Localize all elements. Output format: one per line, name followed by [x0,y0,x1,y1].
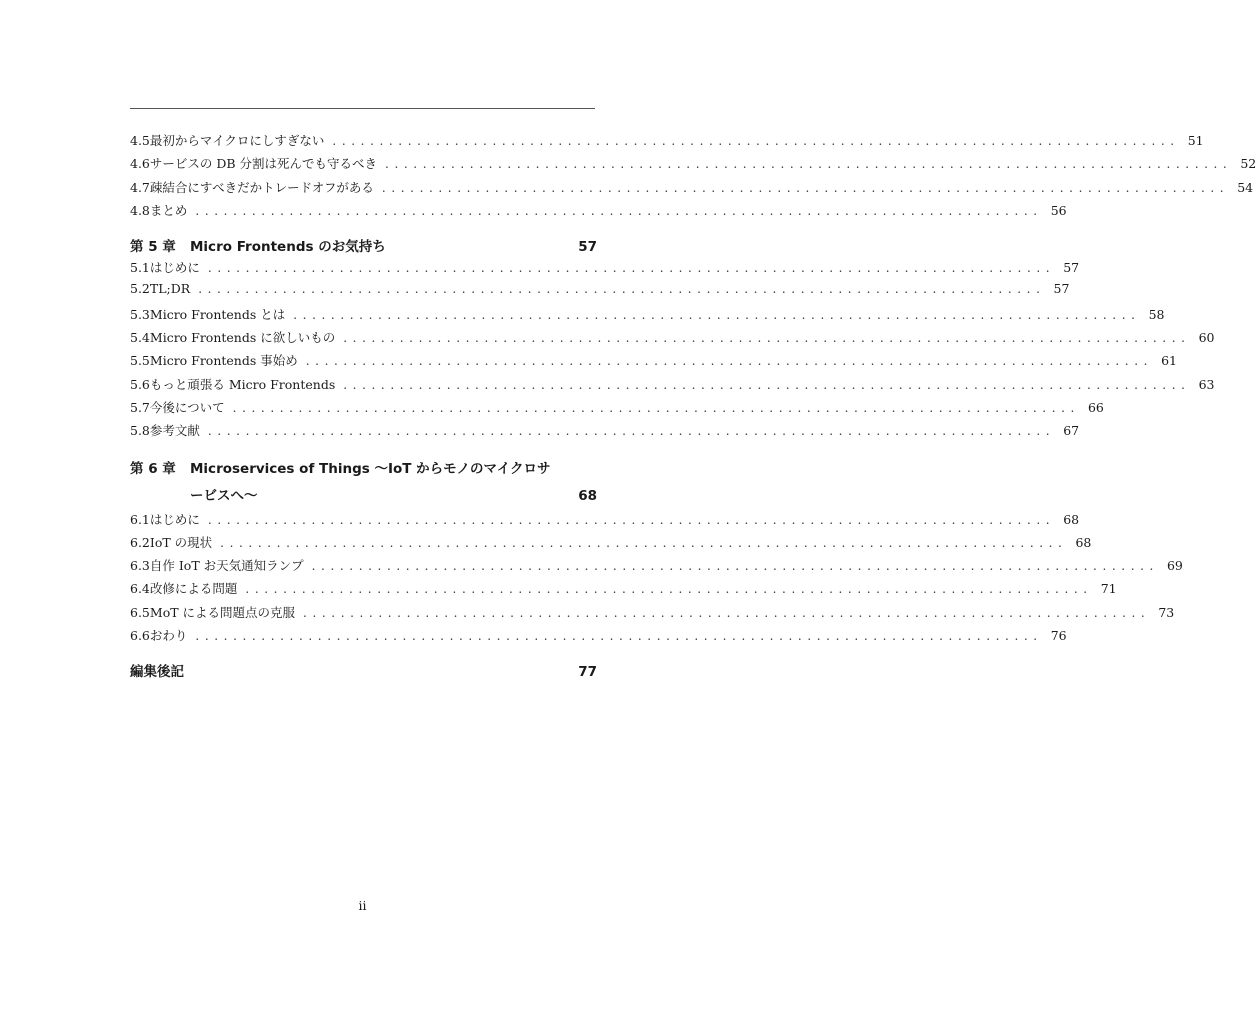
toc-entry[interactable] [130,626,1067,649]
toc-entry[interactable] [130,201,1067,224]
page-number: 73 [1158,604,1175,620]
page-number: 67 [1063,423,1080,439]
page-number: 68 [1063,511,1080,527]
section-title: TL;DR [149,281,191,297]
page-number: 61 [1161,353,1177,369]
page-number: 69 [1166,558,1183,574]
dot-leader: .......................................................................................... [293,307,1141,322]
toc-entry[interactable] [130,510,1080,533]
dot-leader: .......................................................................................... [245,582,1093,597]
section-title: 今後について [149,399,225,415]
section-title: おわり [149,628,188,644]
dot-leader: .......................................................................................... [207,424,1056,439]
toc-entry[interactable] [130,533,1092,556]
dot-leader: .......................................................................................... [232,400,1080,415]
section-title: 参考文献 [149,423,200,439]
section-title: 疎結合にすべきだかトレードオフがある [149,179,374,195]
section-number: 5.1 [130,260,150,276]
section-number: 5.7 [130,399,150,415]
section-number: 6.4 [130,581,150,597]
section-number: 4.8 [130,202,150,218]
section-number: 5.6 [130,376,150,392]
chapter-entry-6[interactable] [130,456,597,510]
section-title: Micro Frontends とは [149,306,286,322]
page-number: 57 [1053,281,1070,297]
dot-leader: .......................................................................................... [303,605,1151,620]
chapter-page: 57 [578,239,597,256]
page-number: 71 [1100,581,1117,597]
section-number: 5.5 [130,353,150,369]
dot-leader: .......................................................................................... [198,282,1046,297]
section-title: 改修による問題 [149,581,238,597]
chapter-title: Microservices of Things 〜IoT からモノのマイクロサービスへ〜 [190,460,551,504]
section-title: もっと頑張る Micro Frontends [149,376,336,392]
page-number: 57 [1063,260,1080,276]
section-number: 6.1 [130,511,150,527]
afterword-page: 77 [578,664,597,681]
section-number: 6.5 [130,604,150,620]
page-number: 66 [1087,399,1104,415]
section-number: 4.7 [130,179,150,195]
section-title: Micro Frontends 事始め [149,353,298,369]
toc-entry[interactable] [130,281,1070,304]
toc-entry[interactable] [130,421,1080,444]
section-title: まとめ [149,202,188,218]
page-number: 58 [1148,306,1165,322]
page-number: 56 [1050,202,1067,218]
dot-leader: .......................................................................................... [381,180,1230,195]
afterword-entry[interactable] [130,660,597,683]
dot-leader: .......................................................................................... [332,134,1180,148]
page-number: 68 [1075,534,1092,550]
toc-entry[interactable] [130,556,1183,579]
section-title: IoT の現状 [149,534,213,550]
toc-entry[interactable] [130,579,1117,602]
section-number: 5.4 [130,330,150,346]
dot-leader: .......................................................................................... [343,331,1191,346]
page-number: 54 [1237,179,1254,195]
section-number: 4.6 [130,156,150,172]
toc-entry[interactable] [130,351,1177,374]
toc-entry[interactable] [130,328,1215,351]
header-rule [130,108,595,109]
dot-leader: .......................................................................................... [385,157,1233,172]
chapter-page: 68 [578,487,597,504]
footer-page-number: ii [358,898,367,913]
chapter-title: Micro Frontends のお気持ち [190,239,386,256]
dot-leader: .......................................................................................... [207,261,1056,276]
dot-leader: .......................................................................................... [207,512,1056,527]
section-title: 最初からマイクロにしすぎない [149,133,325,148]
dot-leader: .......................................................................................... [343,377,1191,392]
toc-entry[interactable] [130,603,1175,626]
page-number: 60 [1198,330,1215,346]
section-number: 6.3 [130,558,150,574]
dot-leader: .......................................................................................... [195,629,1043,644]
section-number: 5.8 [130,423,150,439]
section-number: 5.3 [130,306,150,322]
section-title: サービスの DB 分割は死んでも守るべき [149,156,378,172]
section-title: MoT による問題点の克服 [149,604,296,620]
page-number: 51 [1187,133,1204,148]
dot-leader: .......................................................................................... [220,535,1068,550]
toc-entry[interactable] [130,375,1215,398]
chapter-number: 第 5 章 [130,239,176,256]
section-title: 自作 IoT お天気通知ランプ [149,558,304,574]
section-number: 5.2 [130,281,150,297]
section-title: はじめに [149,511,200,527]
chapter-entry-5[interactable] [130,235,597,258]
section-number: 6.2 [130,534,150,550]
section-number: 4.5 [130,133,150,148]
page-number: 76 [1050,628,1067,644]
toc-entry[interactable] [130,258,1080,281]
toc-entry[interactable] [130,178,1254,201]
afterword-title: 編集後記 [130,664,184,681]
section-title: はじめに [149,260,200,276]
section-title: Micro Frontends に欲しいもの [149,330,336,346]
toc-entry[interactable] [130,305,1165,328]
toc-entry[interactable] [130,398,1104,421]
dot-leader: .......................................................................................... [195,203,1043,218]
chapter-number: 第 6 章 [130,460,176,477]
toc-entry[interactable] [130,131,1204,154]
page-number: 63 [1198,376,1215,392]
dot-leader: .......................................................................................... [305,354,1154,369]
section-number: 6.6 [130,628,150,644]
toc-entry[interactable] [130,154,1256,177]
page-number: 52 [1240,156,1256,172]
dot-leader: .......................................................................................... [311,559,1159,574]
table-of-contents [130,131,1256,683]
